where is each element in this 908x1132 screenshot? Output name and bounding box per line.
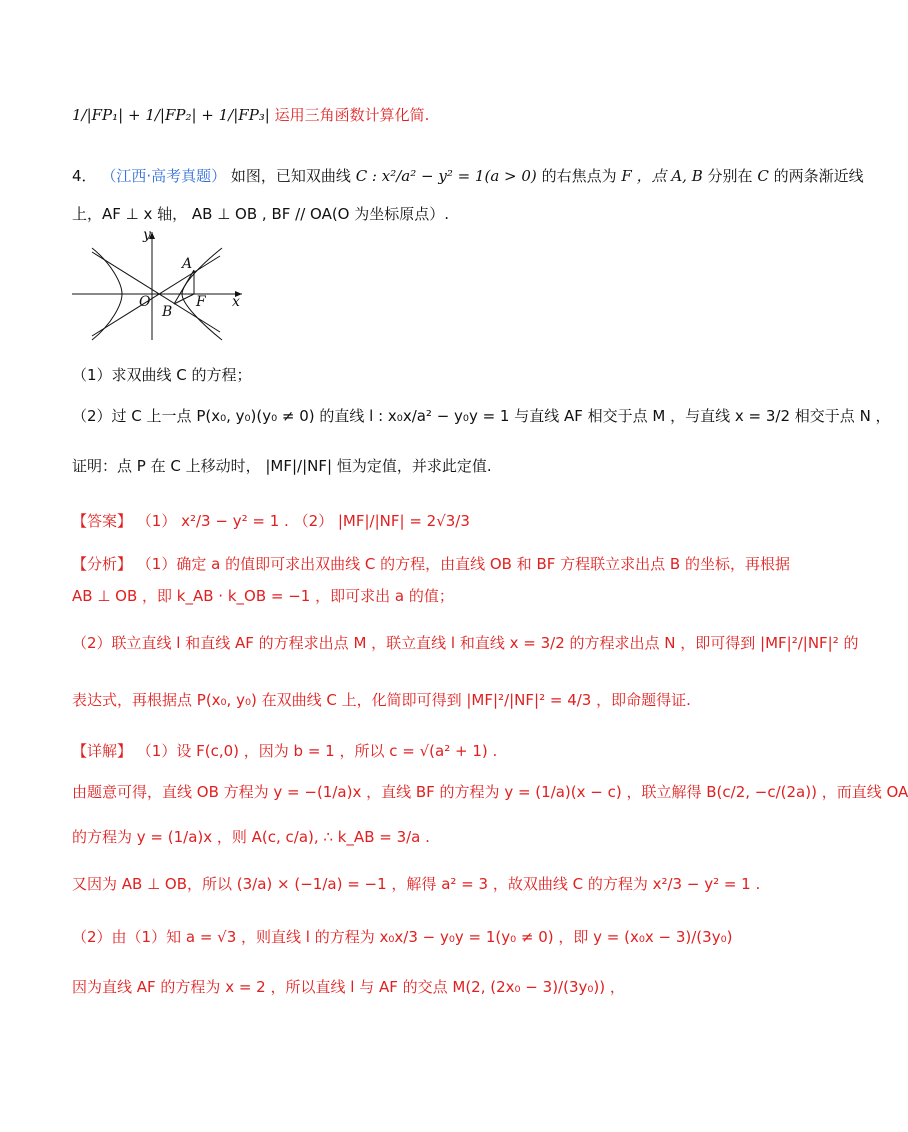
hyperbola-figure [72,228,247,343]
detail-line-6: 因为直线 AF 的方程为 x = 2 ，所以直线 l 与 AF 的交点 M(2, (2x₀ − 3)/(3y₀)) ， [72,978,625,996]
analysis-line-3: （2）联立直线 l 和直线 AF 的方程求出点 M ，联立直线 l 和直线 x = 3/2 的方程求出点 N ，即可得到 |MF|²/|NF|² 的 [72,634,859,652]
problem-number: 4． [72,167,97,185]
detail-line-2: 由题意可得，直线 OB 方程为 y = −(1/a)x ，直线 BF 的方程为 y = (1/a)(x − c) ，联立解得 B(c/2, −c/(2a)) ，而直线 OA [72,783,908,801]
detail-tag: 【详解】 [72,742,133,760]
problem-intro: 如图，已知双曲线 [230,167,351,185]
analysis-text: （1）确定 a 的值即可求出双曲线 C 的方程，由直线 OB 和 BF 方程联立求出点 B 的坐标，再根据 [136,555,790,573]
detail-line-4: 又因为 AB ⊥ OB，所以 (3/a) × (−1/a) = −1 ，解得 a² = 3 ，故双曲线 C 的方程为 x²/3 − y² = 1 . [72,875,761,893]
analysis-line-2: AB ⊥ OB ，即 k_AB · k_OB = −1 ，即可求出 a 的值； [72,587,454,605]
problem-text: 的右焦点为 [541,167,617,185]
point-B-label: B [162,304,173,320]
question-2a: （2）过 C 上一点 P(x₀, y₀)(y₀ ≠ 0) 的直线 l : x₀x/a² − y₀y = 1 与直线 AF 相交于点 M ，与直线 x = 3/2 相交于点 N ， [72,407,891,425]
simplify-note: 运用三角函数计算化简. [274,106,430,124]
origin-label: O [139,294,151,310]
answer-tag: 【答案】 [72,512,133,530]
problem-source: （江西·高考真题） [101,167,227,185]
detail-text: （1）设 F(c,0) ，因为 b = 1 ，所以 c = √(a² + 1) . [136,742,498,760]
answer-part-2: （2） |MF|/|NF| = 2√3/3 [293,512,470,530]
detail-line-5: （2）由（1）知 a = √3 ，则直线 l 的方程为 x₀x/3 − y₀y = 1(y₀ ≠ 0) ，即 y = (x₀x − 3)/(3y₀) [72,928,733,946]
problem-line-1 [72,165,864,186]
sum-expression: 1/|FP₁| + 1/|FP₂| + 1/|FP₃| [72,106,270,124]
curve-label: C [757,167,769,185]
problem-text: 分别在 [707,167,753,185]
line-sum-expression [72,104,429,125]
problem-line-2: 上，AF ⊥ x 轴， AB ⊥ OB , BF // OA(O 为坐标原点）. [72,205,450,223]
answer-line [72,510,470,531]
analysis-tag: 【分析】 [72,555,133,573]
answer-part-1: （1） x²/3 − y² = 1 . [136,512,289,530]
points-label: ，点 A, B [636,167,703,185]
point-F-label: F [196,294,206,310]
question-2b: 证明：点 P 在 C 上移动时， |MF|/|NF| 恒为定值，并求此定值. [72,457,492,475]
x-axis-label: x [232,294,240,310]
detail-line-1 [72,740,497,761]
detail-line-3: 的方程为 y = (1/a)x ，则 A(c, c/a), ∴ k_AB = 3/a . [72,828,430,846]
analysis-line-4: 表达式，再根据点 P(x₀, y₀) 在双曲线 C 上，化简即可得到 |MF|²/|NF|² = 4/3 ，即命题得证. [72,691,691,709]
curve-equation: C : x²/a² − y² = 1(a > 0) [355,167,537,185]
focus-label: F [621,167,632,185]
y-axis-label: y [143,227,151,243]
analysis-line-1 [72,553,790,574]
point-A-label: A [182,256,193,272]
problem-text: 的两条渐近线 [773,167,864,185]
question-1: （1）求双曲线 C 的方程； [72,366,252,384]
